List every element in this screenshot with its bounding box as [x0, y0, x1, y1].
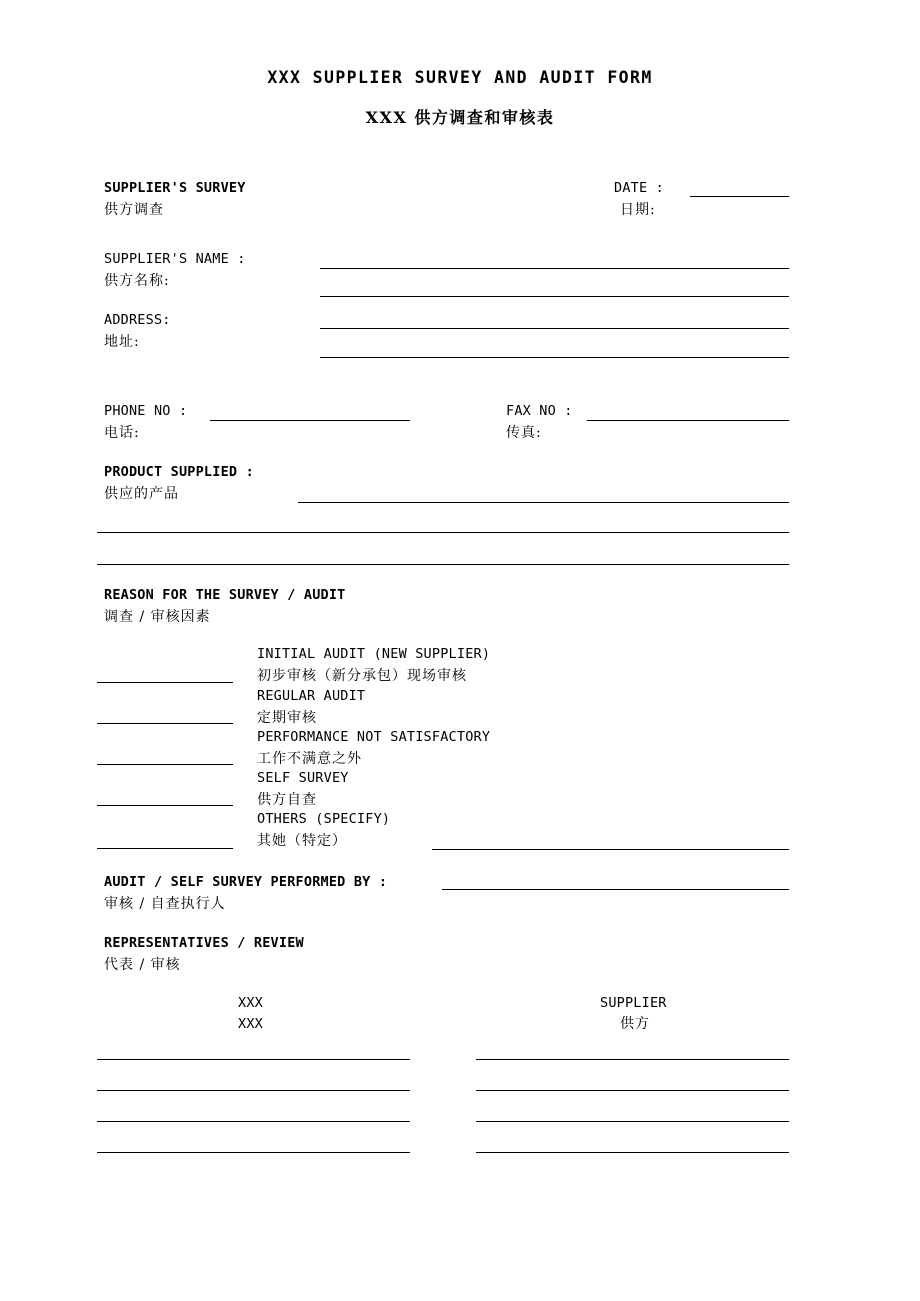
supplier-name-label-cn: 供方名称:: [104, 273, 170, 289]
performed-by-input-line[interactable]: [442, 889, 789, 890]
suppliers-survey-label-en: SUPPLIER'S SURVEY: [104, 180, 246, 196]
supplier-name-input-line-2[interactable]: [320, 296, 789, 297]
signature-line-right-4[interactable]: [476, 1152, 789, 1153]
signature-line-left-1[interactable]: [97, 1059, 410, 1060]
date-label-cn: 日期:: [620, 202, 656, 218]
representatives-right-name-cn: 供方: [620, 1016, 650, 1032]
product-supplied-label-en: PRODUCT SUPPLIED :: [104, 464, 254, 480]
product-supplied-label-cn: 供应的产品: [104, 486, 179, 502]
fax-input-line[interactable]: [587, 420, 789, 421]
phone-label-cn: 电话:: [104, 425, 140, 441]
reason-option-4-checkbox-line[interactable]: [97, 805, 233, 806]
reason-option-5-label-cn: 其她（特定）: [257, 833, 347, 849]
reason-option-3-checkbox-line[interactable]: [97, 764, 233, 765]
reason-option-2-checkbox-line[interactable]: [97, 723, 233, 724]
reason-option-2-label-cn: 定期审核: [257, 710, 317, 726]
representatives-heading-en: REPRESENTATIVES / REVIEW: [104, 935, 304, 951]
signature-line-left-2[interactable]: [97, 1090, 410, 1091]
performed-by-label-en: AUDIT / SELF SURVEY PERFORMED BY :: [104, 874, 388, 890]
reason-option-4-label-en: SELF SURVEY: [257, 770, 349, 786]
reason-option-1-label-en: INITIAL AUDIT (NEW SUPPLIER): [257, 646, 491, 662]
reason-option-1-label-cn: 初步审核（新分承包）现场审核: [257, 668, 467, 684]
representatives-right-name-en: SUPPLIER: [600, 995, 667, 1011]
reason-option-3-label-cn: 工作不满意之外: [257, 751, 362, 767]
supplier-name-label-en: SUPPLIER'S NAME :: [104, 251, 246, 267]
reason-option-4-label-cn: 供方自查: [257, 792, 317, 808]
date-label-en: DATE :: [614, 180, 664, 196]
phone-label-en: PHONE NO :: [104, 403, 188, 419]
suppliers-survey-label-cn: 供方调查: [104, 202, 164, 218]
fax-label-en: FAX NO :: [506, 403, 573, 419]
reason-option-5-specify-input-line[interactable]: [432, 849, 789, 850]
signature-line-left-3[interactable]: [97, 1121, 410, 1122]
product-supplied-input-line-2[interactable]: [97, 532, 789, 533]
date-input-line[interactable]: [690, 196, 789, 197]
reason-option-5-label-en: OTHERS (SPECIFY): [257, 811, 391, 827]
page-title-chinese: XXX 供方调查和审核表: [365, 108, 555, 127]
reason-option-3-label-en: PERFORMANCE NOT SATISFACTORY: [257, 729, 491, 745]
address-label-en: ADDRESS:: [104, 312, 171, 328]
reason-heading-cn: 调查 / 审核因素: [104, 609, 211, 625]
phone-input-line[interactable]: [210, 420, 410, 421]
address-input-line-2[interactable]: [320, 357, 789, 358]
reason-heading-en: REASON FOR THE SURVEY / AUDIT: [104, 587, 346, 603]
reason-option-2-label-en: REGULAR AUDIT: [257, 688, 366, 704]
page-title-english: XXX SUPPLIER SURVEY AND AUDIT FORM: [267, 68, 653, 87]
fax-label-cn: 传真:: [506, 425, 542, 441]
performed-by-label-cn: 审核 / 自查执行人: [104, 896, 226, 912]
product-supplied-input-line-3[interactable]: [97, 564, 789, 565]
reason-option-5-checkbox-line[interactable]: [97, 848, 233, 849]
signature-line-right-2[interactable]: [476, 1090, 789, 1091]
address-label-cn: 地址:: [104, 334, 140, 350]
representatives-heading-cn: 代表 / 审核: [104, 957, 181, 973]
signature-line-left-4[interactable]: [97, 1152, 410, 1153]
signature-line-right-3[interactable]: [476, 1121, 789, 1122]
representatives-left-name-en: XXX: [238, 995, 263, 1011]
address-input-line-1[interactable]: [320, 328, 789, 329]
signature-line-right-1[interactable]: [476, 1059, 789, 1060]
representatives-left-name-cn: XXX: [238, 1016, 263, 1032]
supplier-name-input-line-1[interactable]: [320, 268, 789, 269]
product-supplied-input-line-1[interactable]: [298, 502, 789, 503]
reason-option-1-checkbox-line[interactable]: [97, 682, 233, 683]
